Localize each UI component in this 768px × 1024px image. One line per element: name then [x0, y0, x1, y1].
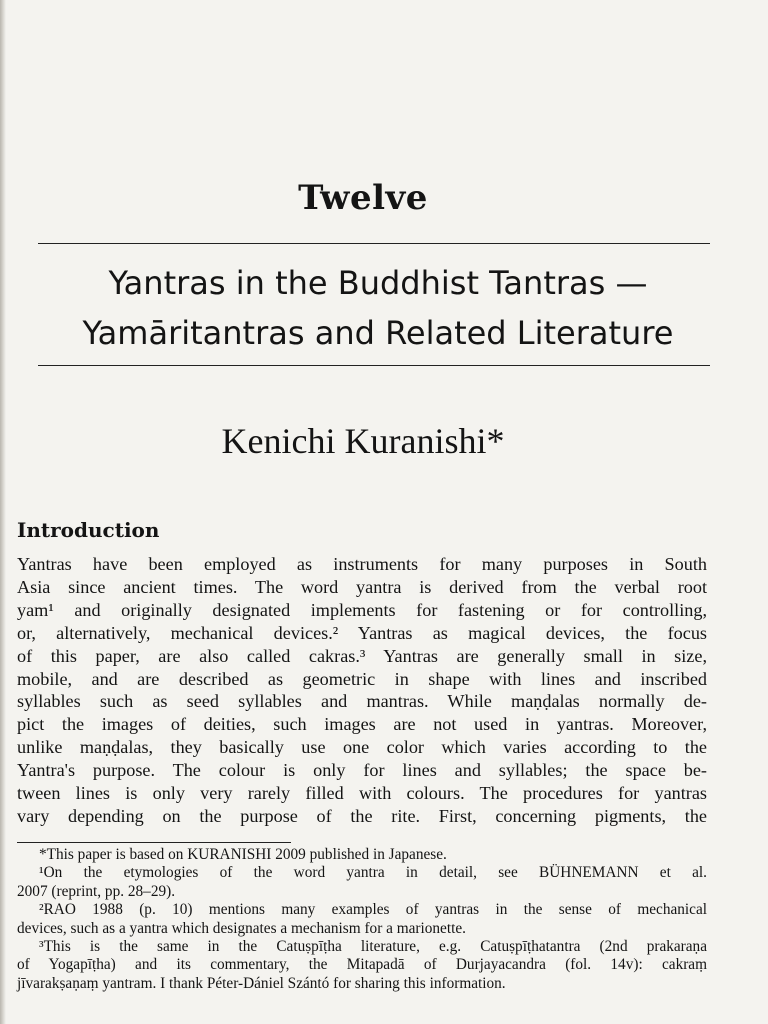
body-line: Asia since ancient times. The word yantra is derived from the verbal root	[17, 576, 707, 597]
footnotes	[17, 846, 707, 993]
body-line: syllables such as seed syllables and mantras. While maṇḍalas normally de-	[17, 691, 707, 712]
body-line: Yantras have been employed as instruments for many purposes in South	[17, 554, 707, 574]
section-heading: Introduction	[17, 518, 160, 542]
body-line: of this paper, are also called cakras.³ Yantras are generally small in size,	[17, 645, 707, 666]
chapter-title	[30, 258, 726, 358]
footnote-rule	[17, 842, 291, 843]
title-rule-top	[38, 243, 710, 244]
body-line: mobile, and are described as geometric in shape with lines and inscribed	[17, 668, 707, 689]
footnote-line: ²RAO 1988 (p. 10) mentions many examples of yantras in the sense of mechanical	[39, 901, 707, 919]
body-line: unlike maṇḍalas, they basically use one color which varies according to the	[17, 737, 707, 758]
chapter-number: Twelve	[298, 178, 428, 218]
body-paragraph	[17, 553, 707, 828]
body-line: yam¹ and originally designated implements for fastening or for controlling,	[17, 599, 707, 620]
footnote-line: jīvarakṣaṇaṃ yantram. I thank Péter-Dániel Szántó for sharing this information.	[17, 974, 506, 992]
footnote-line: devices, such as a yantra which designates a mechanism for a marionette.	[17, 919, 466, 937]
chapter-title-line-2: Yamāritantras and Related Literature	[82, 314, 674, 352]
chapter-title-line-1: Yantras in the Buddhist Tantras —	[108, 264, 648, 302]
body-line: or, alternatively, mechanical devices.² Yantras as magical devices, the focus	[17, 622, 707, 643]
body-line: vary depending on the purpose of the rite. First, concerning pigments, the	[17, 805, 707, 826]
footnote-line: 2007 (reprint, pp. 28–29).	[17, 882, 176, 900]
body-line: pict the images of deities, such images are not used in yantras. Moreover,	[17, 714, 707, 735]
footnote-line: ¹On the etymologies of the word yantra in detail, see BÜHNEMANN et al.	[39, 864, 707, 882]
body-line: Yantra's purpose. The colour is only for lines and syllables; the space be-	[17, 760, 707, 781]
title-rule-bottom	[38, 365, 710, 366]
footnote-line: ³This is the same in the Catuṣpīṭha literature, e.g. Catuṣpīṭhatantra (2nd prakaraṇa	[39, 938, 707, 956]
footnote-line: *This paper is based on KURANISHI 2009 published in Japanese.	[39, 846, 447, 863]
scan-shadow-edge	[0, 0, 6, 1024]
author-name: Kenichi Kuranishi*	[221, 421, 505, 461]
body-line: tween lines is only very rarely filled with colours. The procedures for yantras	[17, 783, 707, 804]
footnote-line: of Yogapīṭha) and its commentary, the Mitapadā of Durjayacandra (fol. 14v): cakraṃ	[17, 956, 707, 974]
